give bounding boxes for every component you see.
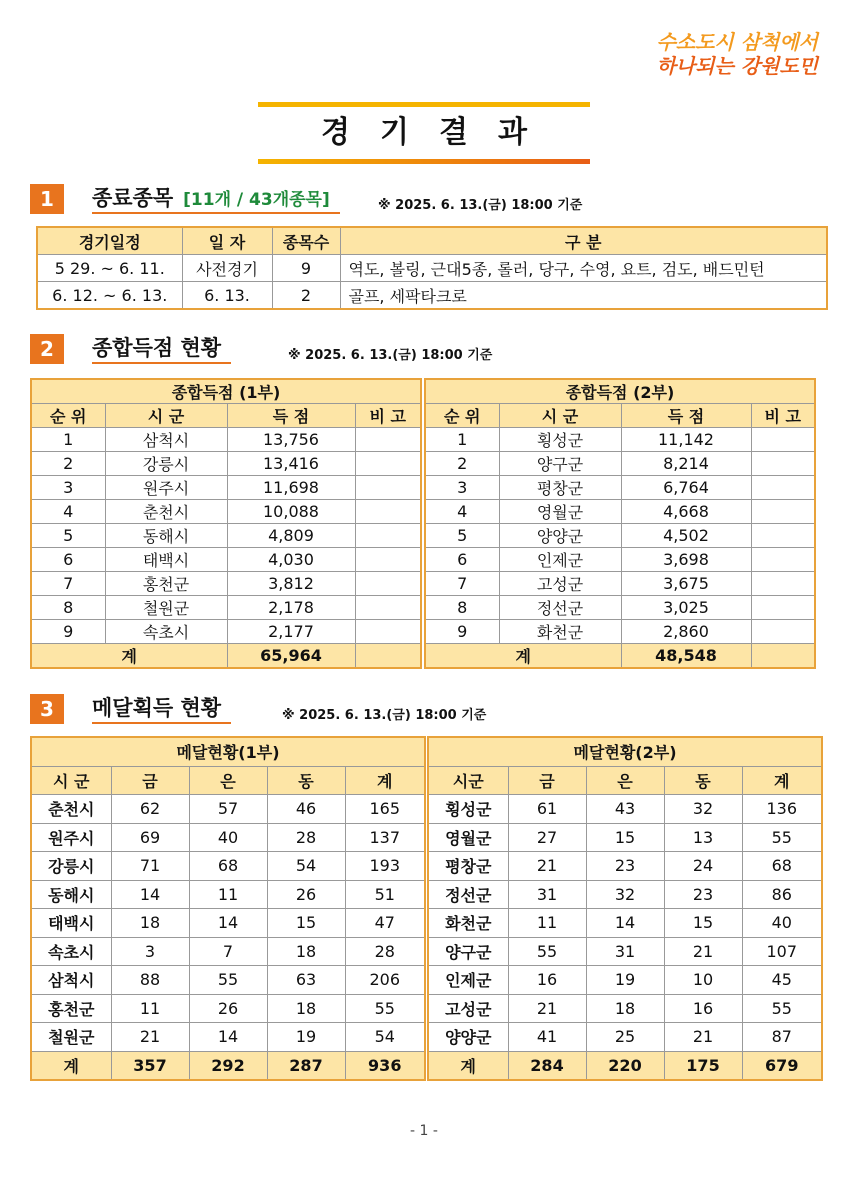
cell-city: 강릉시: [105, 452, 227, 476]
cell-gold: 61: [508, 795, 586, 824]
cell-remarks: [355, 476, 421, 500]
cell-count: 9: [272, 255, 340, 282]
table-row: [31, 452, 421, 476]
cell-silver: 23: [586, 852, 664, 881]
header-category: 구 분: [340, 227, 827, 255]
cell-silver: 32: [586, 880, 664, 909]
table-row: [425, 500, 815, 524]
header-silver: 은: [586, 766, 664, 795]
cell-silver: 25: [586, 1023, 664, 1052]
cell-rank: 6: [31, 548, 105, 572]
section-1-header: [30, 184, 730, 218]
table-title: 메달현황(2부): [428, 737, 822, 766]
cell-gold: 62: [111, 795, 189, 824]
cell-city: 고성군: [499, 572, 621, 596]
table-title: 종합득점 (2부): [425, 379, 815, 404]
table-row: [425, 572, 815, 596]
cell-remarks: [751, 452, 815, 476]
cell-gold: 27: [508, 823, 586, 852]
cell-total: 55: [742, 823, 822, 852]
table-row: [425, 428, 815, 452]
cell-city: 홍천군: [105, 572, 227, 596]
cell-rank: 6: [425, 548, 499, 572]
score-table-div1: [30, 378, 422, 669]
cell-city: 화천군: [499, 620, 621, 644]
cell-city: 철원군: [31, 1023, 111, 1052]
cell-total: 47: [345, 909, 425, 938]
cell-gold: 16: [508, 966, 586, 995]
header-event-count: 종목수: [272, 227, 340, 255]
total-remarks: [751, 644, 815, 669]
table-row: [428, 880, 822, 909]
cell-rank: 1: [31, 428, 105, 452]
table-header-row: [31, 404, 421, 428]
cell-bronze: 18: [267, 994, 345, 1023]
cell-city: 속초시: [31, 937, 111, 966]
table-row: [428, 852, 822, 881]
cell-rank: 5: [425, 524, 499, 548]
cell-bronze: 23: [664, 880, 742, 909]
total-label: 계: [425, 644, 621, 669]
table-row: [428, 1023, 822, 1052]
table-header-row: [428, 766, 822, 795]
cell-rank: 2: [31, 452, 105, 476]
cell-rank: 9: [31, 620, 105, 644]
cell-score: 4,030: [227, 548, 355, 572]
cell-score: 3,025: [621, 596, 751, 620]
header-rank: 순 위: [425, 404, 499, 428]
cell-total: 107: [742, 937, 822, 966]
total-sum: 679: [742, 1051, 822, 1080]
section-2-header: [30, 334, 730, 368]
table-row: [425, 596, 815, 620]
cell-bronze: 32: [664, 795, 742, 824]
cell-score: 3,698: [621, 548, 751, 572]
header-silver: 은: [189, 766, 267, 795]
cell-total: 28: [345, 937, 425, 966]
header-date: 일 자: [182, 227, 272, 255]
table-row: [31, 795, 425, 824]
table-row: [31, 524, 421, 548]
total-row: [31, 1051, 425, 1080]
cell-gold: 88: [111, 966, 189, 995]
header-city: 시 군: [31, 766, 111, 795]
cell-score: 10,088: [227, 500, 355, 524]
cell-score: 3,675: [621, 572, 751, 596]
cell-rank: 3: [425, 476, 499, 500]
finished-events-table: [36, 226, 828, 310]
cell-city: 철원군: [105, 596, 227, 620]
total-silver: 220: [586, 1051, 664, 1080]
cell-city: 정선군: [428, 880, 508, 909]
table-row: [31, 428, 421, 452]
section-1-note: ※ 2025. 6. 13.(금) 18:00 기준: [378, 198, 583, 213]
header-rank: 순 위: [31, 404, 105, 428]
section-3-note: ※ 2025. 6. 13.(금) 18:00 기준: [282, 708, 487, 723]
total-remarks: [355, 644, 421, 669]
cell-total: 86: [742, 880, 822, 909]
section-1-number: 1: [30, 184, 64, 214]
cell-score: 4,809: [227, 524, 355, 548]
table-row: [31, 548, 421, 572]
cell-gold: 31: [508, 880, 586, 909]
cell-silver: 55: [189, 966, 267, 995]
cell-total: 137: [345, 823, 425, 852]
cell-events: 역도, 볼링, 근대5종, 롤러, 당구, 수영, 요트, 검도, 배드민턴: [340, 255, 827, 282]
cell-silver: 11: [189, 880, 267, 909]
total-label: 계: [428, 1051, 508, 1080]
cell-date: 사전경기: [182, 255, 272, 282]
cell-score: 4,502: [621, 524, 751, 548]
cell-gold: 69: [111, 823, 189, 852]
cell-city: 횡성군: [428, 795, 508, 824]
cell-rank: 9: [425, 620, 499, 644]
cell-remarks: [751, 524, 815, 548]
header-gold: 금: [111, 766, 189, 795]
cell-score: 3,812: [227, 572, 355, 596]
total-silver: 292: [189, 1051, 267, 1080]
slogan: [656, 30, 818, 78]
cell-city: 동해시: [31, 880, 111, 909]
table-row: [37, 282, 827, 310]
total-bronze: 287: [267, 1051, 345, 1080]
cell-rank: 4: [31, 500, 105, 524]
cell-remarks: [355, 548, 421, 572]
cell-total: 45: [742, 966, 822, 995]
table-row: [31, 596, 421, 620]
table-row: [428, 909, 822, 938]
table-row: [425, 452, 815, 476]
header-total: 계: [742, 766, 822, 795]
cell-total: 55: [345, 994, 425, 1023]
cell-city: 양양군: [428, 1023, 508, 1052]
cell-bronze: 46: [267, 795, 345, 824]
table-row: [425, 620, 815, 644]
cell-city: 양구군: [499, 452, 621, 476]
cell-remarks: [751, 572, 815, 596]
table-row: [428, 823, 822, 852]
section-1-title: [92, 184, 340, 214]
cell-schedule: 5 29. ~ 6. 11.: [37, 255, 182, 282]
cell-city: 화천군: [428, 909, 508, 938]
header-bronze: 동: [664, 766, 742, 795]
cell-score: 11,698: [227, 476, 355, 500]
table-row: [31, 823, 425, 852]
cell-silver: 18: [586, 994, 664, 1023]
cell-score: 2,860: [621, 620, 751, 644]
cell-total: 54: [345, 1023, 425, 1052]
cell-rank: 2: [425, 452, 499, 476]
page-title: 경기결과: [321, 115, 557, 150]
cell-rank: 8: [425, 596, 499, 620]
total-row: [428, 1051, 822, 1080]
cell-remarks: [355, 572, 421, 596]
header-score: 득 점: [621, 404, 751, 428]
cell-score: 13,416: [227, 452, 355, 476]
section-3-header: [30, 694, 730, 728]
cell-total: 136: [742, 795, 822, 824]
cell-rank: 1: [425, 428, 499, 452]
table-header-row: [425, 404, 815, 428]
cell-city: 양구군: [428, 937, 508, 966]
cell-city: 고성군: [428, 994, 508, 1023]
cell-rank: 7: [31, 572, 105, 596]
cell-total: 206: [345, 966, 425, 995]
cell-remarks: [751, 476, 815, 500]
section-1-subtitle: [11개 / 43개종목]: [183, 190, 330, 210]
total-label: 계: [31, 1051, 111, 1080]
total-label: 계: [31, 644, 227, 669]
score-table-div2: [424, 378, 816, 669]
cell-score: 8,214: [621, 452, 751, 476]
cell-city: 평창군: [499, 476, 621, 500]
cell-city: 태백시: [105, 548, 227, 572]
cell-remarks: [751, 500, 815, 524]
cell-gold: 14: [111, 880, 189, 909]
table-row: [31, 880, 425, 909]
cell-silver: 14: [586, 909, 664, 938]
table-row: [37, 255, 827, 282]
cell-city: 춘천시: [105, 500, 227, 524]
page-title-box: [258, 102, 590, 164]
cell-bronze: 13: [664, 823, 742, 852]
header-city: 시 군: [105, 404, 227, 428]
cell-bronze: 28: [267, 823, 345, 852]
table-row: [428, 795, 822, 824]
total-gold: 284: [508, 1051, 586, 1080]
header-remarks: 비 고: [355, 404, 421, 428]
cell-score: 13,756: [227, 428, 355, 452]
section-2-title: 종합득점 현황: [92, 334, 231, 364]
cell-score: 2,178: [227, 596, 355, 620]
total-value: 48,548: [621, 644, 751, 669]
cell-gold: 11: [111, 994, 189, 1023]
total-value: 65,964: [227, 644, 355, 669]
cell-gold: 71: [111, 852, 189, 881]
section-2-note: ※ 2025. 6. 13.(금) 18:00 기준: [288, 348, 493, 363]
header-schedule: 경기일정: [37, 227, 182, 255]
slogan-line-1: 수소도시 삼척에서: [656, 30, 818, 54]
cell-bronze: 19: [267, 1023, 345, 1052]
table-row: [31, 852, 425, 881]
cell-bronze: 15: [267, 909, 345, 938]
table-row: [31, 909, 425, 938]
header-remarks: 비 고: [751, 404, 815, 428]
cell-score: 11,142: [621, 428, 751, 452]
table-row: [31, 620, 421, 644]
section-2-number: 2: [30, 334, 64, 364]
cell-remarks: [355, 596, 421, 620]
cell-score: 4,668: [621, 500, 751, 524]
header-score: 득 점: [227, 404, 355, 428]
cell-city: 영월군: [428, 823, 508, 852]
cell-silver: 40: [189, 823, 267, 852]
cell-bronze: 10: [664, 966, 742, 995]
cell-schedule: 6. 12. ~ 6. 13.: [37, 282, 182, 310]
cell-gold: 21: [508, 994, 586, 1023]
cell-score: 6,764: [621, 476, 751, 500]
cell-total: 87: [742, 1023, 822, 1052]
table-row: [31, 500, 421, 524]
table-row: [428, 994, 822, 1023]
cell-total: 40: [742, 909, 822, 938]
header-city: 시 군: [499, 404, 621, 428]
cell-remarks: [355, 620, 421, 644]
cell-gold: 21: [111, 1023, 189, 1052]
cell-bronze: 54: [267, 852, 345, 881]
title-bottom-bar: [258, 159, 590, 164]
cell-score: 2,177: [227, 620, 355, 644]
cell-remarks: [355, 428, 421, 452]
cell-silver: 43: [586, 795, 664, 824]
cell-city: 속초시: [105, 620, 227, 644]
medal-table-div1: [30, 736, 426, 1081]
cell-city: 강릉시: [31, 852, 111, 881]
cell-city: 원주시: [105, 476, 227, 500]
cell-count: 2: [272, 282, 340, 310]
table-row: [31, 937, 425, 966]
table-row: [31, 476, 421, 500]
cell-remarks: [751, 548, 815, 572]
cell-city: 인제군: [499, 548, 621, 572]
cell-silver: 68: [189, 852, 267, 881]
cell-remarks: [751, 620, 815, 644]
cell-events: 골프, 세팍타크로: [340, 282, 827, 310]
total-row: [31, 644, 421, 669]
cell-rank: 5: [31, 524, 105, 548]
cell-bronze: 15: [664, 909, 742, 938]
section-1-name: 종료종목: [92, 186, 174, 210]
cell-bronze: 18: [267, 937, 345, 966]
cell-city: 동해시: [105, 524, 227, 548]
cell-silver: 19: [586, 966, 664, 995]
cell-city: 삼척시: [105, 428, 227, 452]
table-row: [31, 572, 421, 596]
cell-bronze: 63: [267, 966, 345, 995]
cell-rank: 7: [425, 572, 499, 596]
cell-gold: 21: [508, 852, 586, 881]
cell-silver: 26: [189, 994, 267, 1023]
cell-gold: 11: [508, 909, 586, 938]
cell-bronze: 26: [267, 880, 345, 909]
cell-city: 홍천군: [31, 994, 111, 1023]
section-3-number: 3: [30, 694, 64, 724]
total-sum: 936: [345, 1051, 425, 1080]
cell-bronze: 21: [664, 937, 742, 966]
cell-silver: 14: [189, 909, 267, 938]
cell-silver: 57: [189, 795, 267, 824]
cell-bronze: 21: [664, 1023, 742, 1052]
cell-gold: 3: [111, 937, 189, 966]
table-row: [31, 1023, 425, 1052]
table-row: [425, 548, 815, 572]
cell-date: 6. 13.: [182, 282, 272, 310]
slogan-line-2: 하나되는 강원도민: [656, 54, 818, 78]
table-title: 종합득점 (1부): [31, 379, 421, 404]
header-gold: 금: [508, 766, 586, 795]
section-3-title: 메달획득 현황: [92, 694, 231, 724]
cell-city: 영월군: [499, 500, 621, 524]
table-row: [425, 524, 815, 548]
cell-bronze: 16: [664, 994, 742, 1023]
cell-city: 태백시: [31, 909, 111, 938]
cell-city: 삼척시: [31, 966, 111, 995]
cell-silver: 15: [586, 823, 664, 852]
cell-city: 인제군: [428, 966, 508, 995]
cell-remarks: [751, 428, 815, 452]
table-title: 메달현황(1부): [31, 737, 425, 766]
cell-rank: 4: [425, 500, 499, 524]
cell-total: 193: [345, 852, 425, 881]
cell-remarks: [355, 500, 421, 524]
table-row: [428, 966, 822, 995]
cell-city: 평창군: [428, 852, 508, 881]
cell-gold: 18: [111, 909, 189, 938]
table-header-row: [31, 766, 425, 795]
table-row: [31, 966, 425, 995]
cell-city: 원주시: [31, 823, 111, 852]
cell-silver: 7: [189, 937, 267, 966]
table-row: [428, 937, 822, 966]
cell-city: 횡성군: [499, 428, 621, 452]
total-row: [425, 644, 815, 669]
page-number: - 1 -: [410, 1123, 438, 1139]
cell-city: 정선군: [499, 596, 621, 620]
cell-city: 춘천시: [31, 795, 111, 824]
cell-total: 51: [345, 880, 425, 909]
cell-silver: 14: [189, 1023, 267, 1052]
header-total: 계: [345, 766, 425, 795]
table-row: [425, 476, 815, 500]
cell-city: 양양군: [499, 524, 621, 548]
header-bronze: 동: [267, 766, 345, 795]
cell-total: 165: [345, 795, 425, 824]
table-header-row: [37, 227, 827, 255]
total-gold: 357: [111, 1051, 189, 1080]
cell-remarks: [751, 596, 815, 620]
cell-gold: 41: [508, 1023, 586, 1052]
cell-silver: 31: [586, 937, 664, 966]
cell-remarks: [355, 452, 421, 476]
cell-total: 68: [742, 852, 822, 881]
header-city: 시군: [428, 766, 508, 795]
medal-table-div2: [427, 736, 823, 1081]
cell-total: 55: [742, 994, 822, 1023]
cell-bronze: 24: [664, 852, 742, 881]
cell-rank: 8: [31, 596, 105, 620]
cell-rank: 3: [31, 476, 105, 500]
table-row: [31, 994, 425, 1023]
total-bronze: 175: [664, 1051, 742, 1080]
cell-remarks: [355, 524, 421, 548]
cell-gold: 55: [508, 937, 586, 966]
